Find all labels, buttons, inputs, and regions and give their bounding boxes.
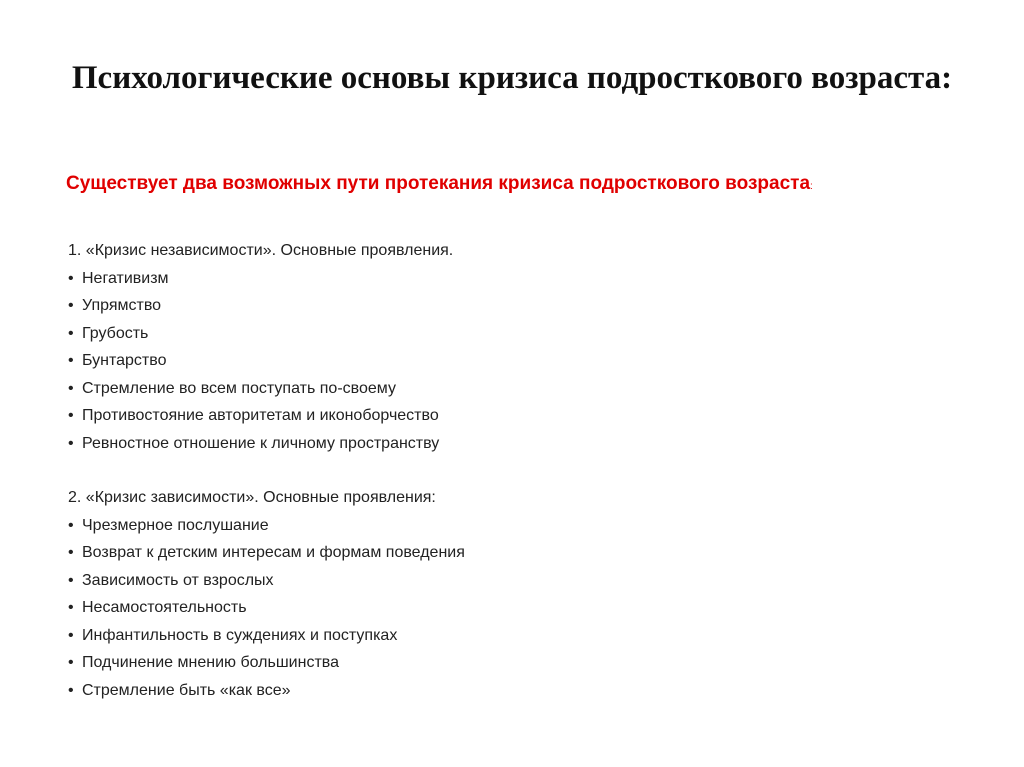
bullet-icon: • (68, 681, 74, 699)
list-item (68, 677, 968, 705)
bullet-icon: • (68, 407, 74, 424)
bullet-icon: • (68, 599, 74, 616)
bullet-icon: • (68, 269, 74, 287)
list-item-text: Ревностное отношение к личному пространству (82, 434, 440, 452)
list-item (68, 402, 968, 430)
section-1-heading: 1. «Кризис независимости». Основные проявления. (68, 242, 454, 259)
bullet-icon: • (68, 654, 74, 671)
list-item (68, 347, 968, 375)
bullet-icon: • (68, 626, 74, 644)
list-item-text: Возврат к детским интересам и формам поведения (82, 544, 465, 561)
list-item (68, 265, 968, 293)
list-item (68, 539, 968, 567)
list-item-text: Подчинение мнению большинства (82, 654, 339, 671)
bullet-icon: • (68, 379, 74, 397)
list-item-text: Негативизм (82, 269, 169, 287)
bullet-icon: • (68, 516, 74, 534)
list-item-text: Чрезмерное послушание (82, 516, 269, 534)
list-item (68, 320, 968, 348)
list-item-text: Зависимость от взрослых (82, 571, 274, 589)
list-item (68, 292, 968, 320)
section-2-heading: 2. «Кризис зависимости». Основные проявления: (68, 489, 436, 506)
list-item-text: Стремление во всем поступать по-своему (82, 379, 396, 397)
slide-body (68, 237, 968, 704)
list-item (68, 649, 968, 677)
list-item-text: Инфантильность в суждениях и поступках (82, 626, 398, 644)
list-item-text: Стремление быть «как все» (82, 681, 291, 699)
bullet-icon: • (68, 571, 74, 589)
list-item (68, 567, 968, 595)
list-item-text: Несамостоятельность (82, 599, 247, 616)
list-item-text: Грубость (82, 324, 149, 342)
bullet-icon: • (68, 352, 74, 369)
list-item-text: Бунтарство (82, 352, 167, 369)
bullet-icon: • (68, 324, 74, 342)
list-item (68, 375, 968, 403)
list-item-text: Упрямство (82, 297, 162, 314)
slide-subtitle (66, 172, 1016, 199)
bullet-icon: • (68, 434, 74, 452)
list-item (68, 622, 968, 650)
slide-title: Психологические основы кризиса подросткового возраста: (71, 60, 953, 96)
list-item (68, 430, 968, 458)
subtitle-colon: : (810, 181, 813, 192)
list-item (68, 512, 968, 540)
list-item (68, 594, 968, 622)
subtitle-text: Существует два возможных пути протекания кризиса подросткового возраста (66, 173, 811, 194)
bullet-icon: • (68, 544, 74, 561)
bullet-icon: • (68, 297, 74, 314)
list-item-text: Противостояние авторитетам и иконоборчество (82, 407, 439, 424)
section-spacer (68, 457, 968, 484)
